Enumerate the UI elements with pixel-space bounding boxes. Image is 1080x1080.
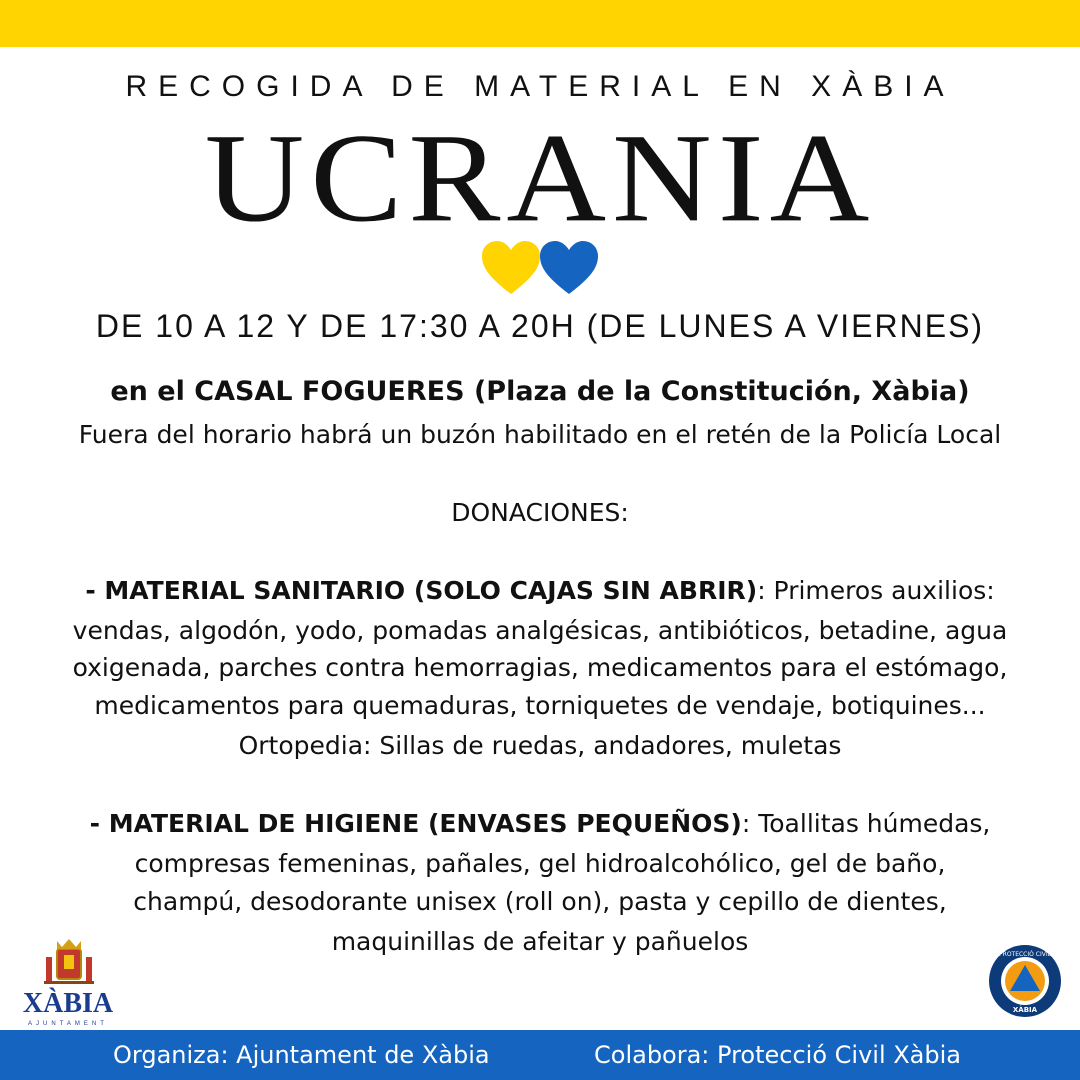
sanitario-line-3: oxigenada, parches contra hemorragias, medicamentos para el estómago, [72, 653, 1008, 682]
xabia-logo-sub: AJUNTAMENT [28, 1021, 108, 1027]
poster-title: UCRANIA [204, 107, 876, 248]
location-text: en el CASAL FOGUERES (Plaza de la Constitución, Xàbia) [110, 376, 970, 407]
blue-heart-icon [540, 241, 598, 294]
sanitario-line-4: medicamentos para quemaduras, torniquetes de vendaje, botiquines... [94, 691, 986, 720]
xabia-logo-name: XÀBIA [22, 988, 114, 1019]
proteccio-civil-logo [988, 944, 1062, 1018]
yellow-heart-icon [482, 241, 540, 294]
sanitario-label: - MATERIAL SANITARIO (SOLO CAJAS SIN ABRIR) [85, 576, 758, 605]
higiene-line-1 [0, 809, 1080, 838]
coat-of-arms-icon [44, 939, 94, 984]
higiene-label: - MATERIAL DE HIGIENE (ENVASES PEQUEÑOS) [89, 809, 742, 838]
xabia-ajuntament-logo [8, 935, 128, 1027]
footer-organiza: Organiza: Ajuntament de Xàbia [113, 1041, 490, 1069]
proteccio-logo-bottom-text: XÀBIA [1012, 1006, 1038, 1014]
higiene-line-2: compresas femeninas, pañales, gel hidroalcohólico, gel de baño, [134, 849, 946, 878]
higiene-line-4: maquinillas de afeitar y pañuelos [331, 927, 749, 956]
schedule-text: DE 10 A 12 Y DE 17:30 A 20H (DE LUNES A VIERNES) [95, 308, 985, 344]
out-of-hours-note: Fuera del horario habrá un buzón habilitado en el retén de la Policía Local [78, 420, 1002, 449]
poster-subtitle: RECOGIDA DE MATERIAL EN XÀBIA [125, 70, 955, 103]
sanitario-line-5: Ortopedia: Sillas de ruedas, andadores, muletas [238, 731, 842, 760]
sanitario-line-2: vendas, algodón, yodo, pomadas analgésicas, antibióticos, betadine, agua [72, 616, 1008, 645]
proteccio-logo-top-text: PROTECCIÓ CIVIL [999, 951, 1051, 958]
sanitario-line-1 [0, 576, 1080, 605]
hearts-icon-group [480, 240, 600, 296]
footer-colabora: Colabora: Protecció Civil Xàbia [594, 1041, 961, 1069]
higiene-line-1-rest: : Toallitas húmedas, [741, 809, 991, 838]
higiene-line-3: champú, desodorante unisex (roll on), pasta y cepillo de dientes, [133, 887, 947, 916]
top-yellow-band [0, 0, 1080, 47]
sanitario-line-1-rest: : Primeros auxilios: [757, 576, 995, 605]
donations-heading: DONACIONES: [451, 498, 629, 527]
